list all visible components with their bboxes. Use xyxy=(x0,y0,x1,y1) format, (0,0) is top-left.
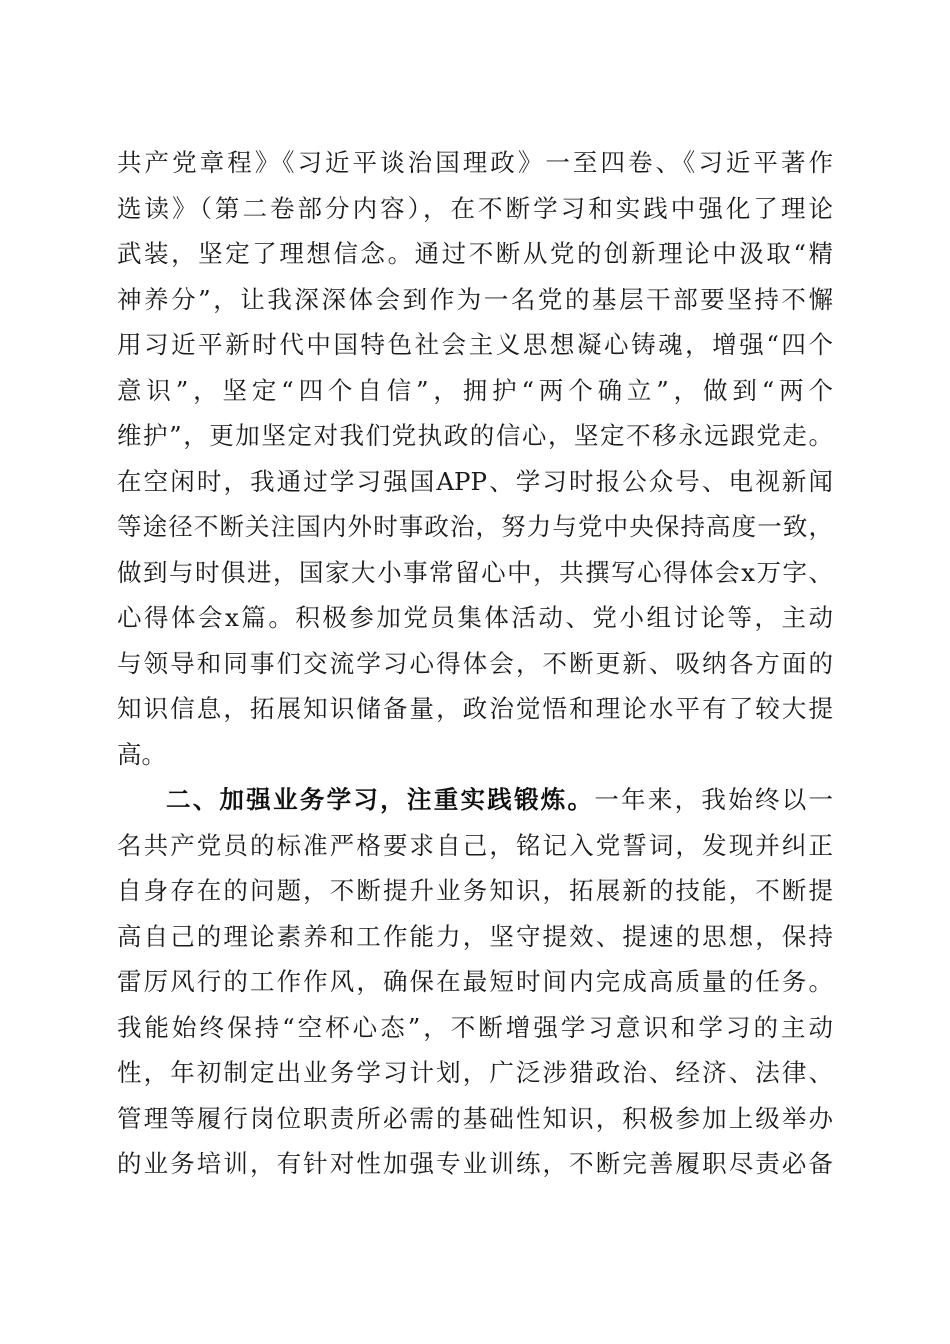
text-line: 做到与时俱进，国家大小事常留心中，共撰写心得体会x万字、 xyxy=(117,557,833,587)
text-line: 武装，坚定了理想信念。通过不断从党的创新理论中汲取“精 xyxy=(117,239,833,268)
text-line: 管理等履行岗位职责所必需的基础性知识，积极参加上级举办 xyxy=(117,1103,833,1133)
text-line: 等途径不断关注国内外时事政治，努力与党中央保持高度一致， xyxy=(117,512,833,541)
text-line: 名共产党员的标准严格要求自己，铭记入党誓词，发现并纠正 xyxy=(117,830,833,860)
text-line: 性，年初制定出业务学习计划，广泛涉猎政治、经济、法律、 xyxy=(117,1058,833,1087)
text-line: 维护”，更加坚定对我们党执政的信心，坚定不移永远跟党走。 xyxy=(117,421,833,450)
text-line: 在空闲时，我通过学习强国APP、学习时报公众号、电视新闻 xyxy=(117,466,833,496)
text-line: 心得体会x篇。积极参加党员集体活动、党小组讨论等，主动 xyxy=(117,603,833,632)
paragraph-study-theory xyxy=(117,140,833,777)
text-line: 与领导和同事们交流学习心得体会，不断更新、吸纳各方面的 xyxy=(117,648,833,678)
text-line: 意识”，坚定“四个自信”，拥护“两个确立”，做到“两个 xyxy=(117,375,833,405)
document-body xyxy=(117,140,833,1187)
text-line: 高自己的理论素养和工作能力，坚守提效、提速的思想，保持 xyxy=(117,921,833,951)
text-line: 的业务培训，有针对性加强专业训练，不断完善履职尽责必备 xyxy=(117,1149,833,1178)
text-line: 用习近平新时代中国特色社会主义思想凝心铸魂，增强“四个 xyxy=(117,330,833,359)
text-line-rest: 一年来，我始终以一 xyxy=(594,785,833,814)
paragraph-first-line xyxy=(117,777,833,823)
text-line: 我能始终保持“空杯心态”，不断增强学习意识和学习的主动 xyxy=(117,1012,833,1042)
section-heading: 二、加强业务学习，注重实践锻炼。 xyxy=(166,785,595,814)
text-line: 共产党章程》《习近平谈治国理政》一至四卷、《习近平著作 xyxy=(117,148,833,177)
text-line: 自身存在的问题，不断提升业务知识，拓展新的技能，不断提 xyxy=(117,876,833,905)
text-line: 知识信息，拓展知识储备量，政治觉悟和理论水平有了较大提 xyxy=(117,694,833,723)
text-line: 高。 xyxy=(117,739,166,769)
text-line: 神养分”，让我深深体会到作为一名党的基层干部要坚持不懈 xyxy=(117,284,833,314)
text-line: 雷厉风行的工作作风，确保在最短时间内完成高质量的任务。 xyxy=(117,967,833,996)
text-line: 选读》（第二卷部分内容），在不断学习和实践中强化了理论 xyxy=(117,193,833,223)
paragraph-business-study xyxy=(117,777,833,1187)
